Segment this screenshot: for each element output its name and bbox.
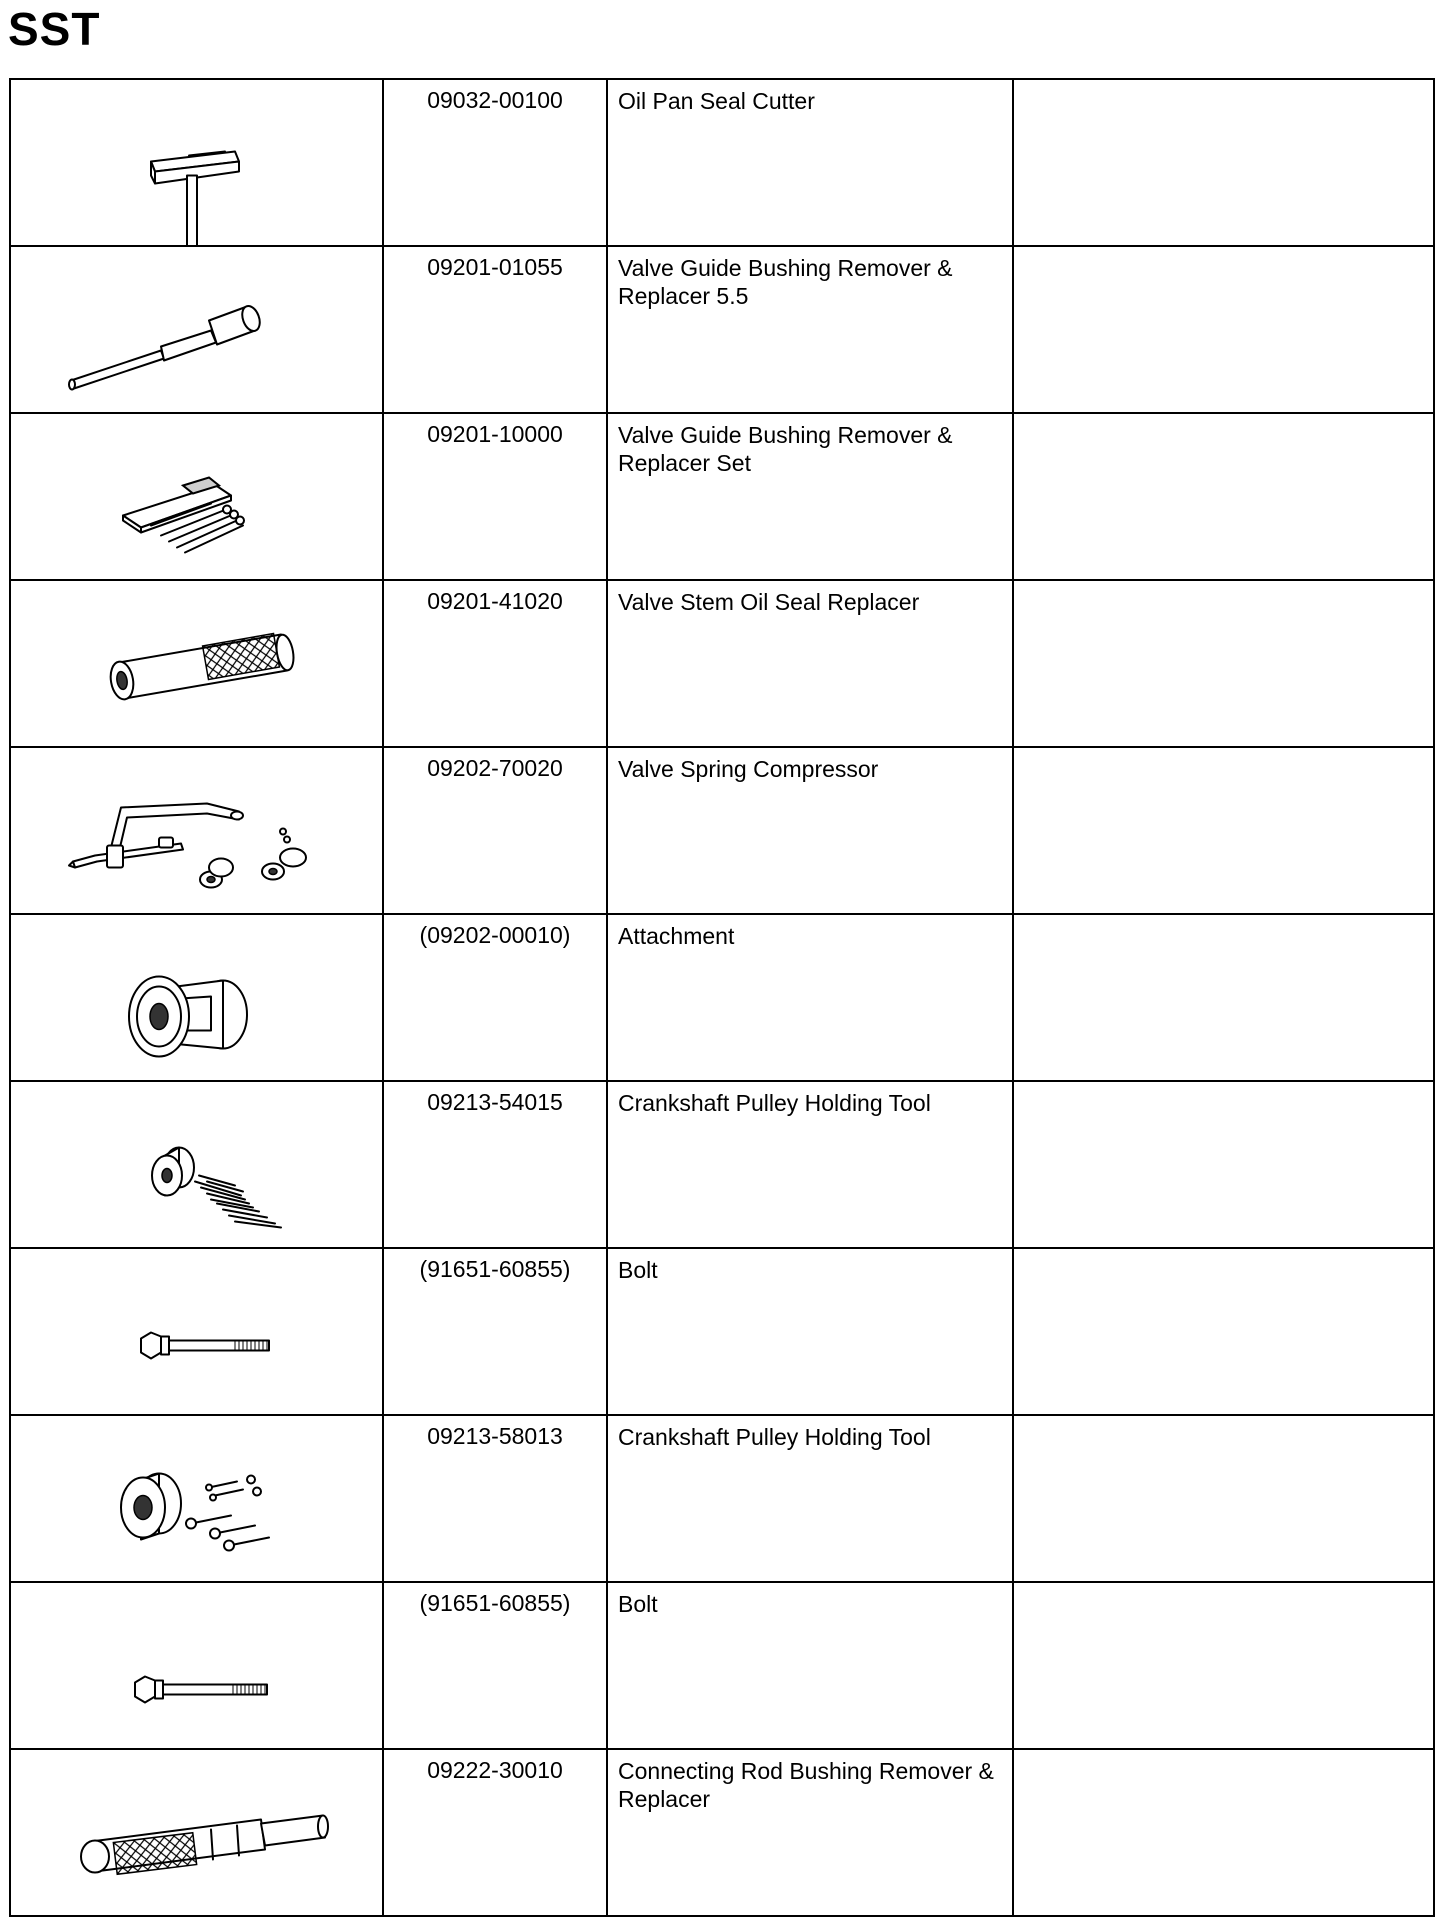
part-number: 09201-01055 [383, 246, 607, 413]
tool-name: Valve Stem Oil Seal Replacer [607, 580, 1013, 747]
page-title: SST [8, 3, 101, 55]
tool-name: Attachment [607, 914, 1013, 1081]
table-row [10, 246, 1434, 413]
connecting-rod-bushing-tool-icon [11, 1750, 382, 1915]
remarks-cell [1013, 747, 1434, 914]
crankshaft-pulley-holding-tool-icon [11, 1416, 382, 1581]
remarks-cell [1013, 1248, 1434, 1415]
valve-guide-bushing-set-icon [11, 414, 382, 579]
remarks-cell [1013, 1415, 1434, 1582]
remarks-cell [1013, 79, 1434, 246]
part-number: 09032-00100 [383, 79, 607, 246]
part-number: 09222-30010 [383, 1749, 607, 1916]
part-number: (09202-00010) [383, 914, 607, 1081]
tool-name: Bolt [607, 1248, 1013, 1415]
remarks-cell [1013, 914, 1434, 1081]
part-number: (91651-60855) [383, 1582, 607, 1749]
remarks-cell [1013, 1081, 1434, 1248]
tool-name: Crankshaft Pulley Holding Tool [607, 1081, 1013, 1248]
tool-name: Valve Spring Compressor [607, 747, 1013, 914]
remarks-cell [1013, 413, 1434, 580]
table-row [10, 1749, 1434, 1916]
table-row [10, 79, 1434, 246]
table-row [10, 580, 1434, 747]
table-row [10, 413, 1434, 580]
tool-image-cell [10, 413, 383, 580]
table-row [10, 1415, 1434, 1582]
tool-name: Valve Guide Bushing Remover & Replacer Set [607, 413, 1013, 580]
tool-name: Bolt [607, 1582, 1013, 1749]
table-row [10, 1582, 1434, 1749]
tool-image-cell [10, 79, 383, 246]
remarks-cell [1013, 1582, 1434, 1749]
tool-image-cell [10, 1081, 383, 1248]
table-row [10, 747, 1434, 914]
part-number: 09213-58013 [383, 1415, 607, 1582]
table-row [10, 1248, 1434, 1415]
tool-image-cell [10, 246, 383, 413]
valve-guide-bushing-tool-icon [11, 247, 382, 412]
tool-image-cell [10, 1415, 383, 1582]
bolt-icon [11, 1249, 382, 1414]
tool-name: Crankshaft Pulley Holding Tool [607, 1415, 1013, 1582]
part-number: 09201-41020 [383, 580, 607, 747]
part-number: 09202-70020 [383, 747, 607, 914]
crankshaft-pulley-holding-tool-icon [11, 1082, 382, 1247]
remarks-cell [1013, 580, 1434, 747]
part-number: 09201-10000 [383, 413, 607, 580]
table-row [10, 914, 1434, 1081]
tool-name: Oil Pan Seal Cutter [607, 79, 1013, 246]
tool-name: Valve Guide Bushing Remover & Replacer 5.5 [607, 246, 1013, 413]
tool-image-cell [10, 914, 383, 1081]
part-number: (91651-60855) [383, 1248, 607, 1415]
tool-image-cell [10, 1582, 383, 1749]
tool-image-cell [10, 1749, 383, 1916]
valve-stem-oil-seal-replacer-icon [11, 581, 382, 746]
part-number: 09213-54015 [383, 1081, 607, 1248]
tool-image-cell [10, 1248, 383, 1415]
tool-image-cell [10, 580, 383, 747]
attachment-icon [11, 915, 382, 1080]
table-row [10, 1081, 1434, 1248]
remarks-cell [1013, 1749, 1434, 1916]
remarks-cell [1013, 246, 1434, 413]
tool-name: Connecting Rod Bushing Remover & Replacer [607, 1749, 1013, 1916]
oil-pan-seal-cutter-icon [11, 80, 382, 245]
bolt-icon [11, 1583, 382, 1748]
valve-spring-compressor-icon [11, 748, 382, 913]
sst-table [9, 78, 1435, 1917]
tool-image-cell [10, 747, 383, 914]
